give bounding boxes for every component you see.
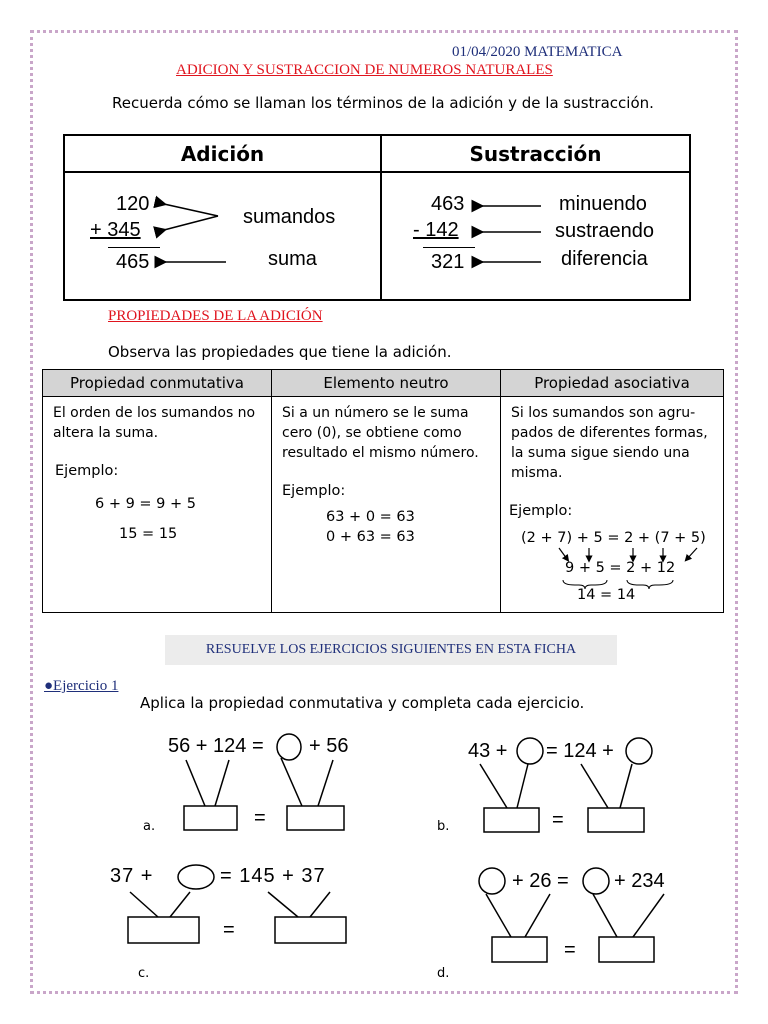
exercise-d-equals: = bbox=[564, 939, 576, 961]
exercise-a-left: 56 + 124 = bbox=[168, 735, 264, 757]
exercise-c-left: 37 + bbox=[110, 865, 154, 887]
worksheet-title: ADICION Y SUSTRACCION DE NUMEROS NATURALES bbox=[176, 62, 553, 78]
label-sumandos: sumandos bbox=[243, 206, 336, 228]
blank-circle-d2[interactable] bbox=[583, 868, 609, 894]
date-subject: 01/04/2020 MATEMATICA bbox=[452, 44, 623, 60]
heading-associative: Propiedad asociativa bbox=[501, 370, 724, 397]
answer-box-b-right[interactable] bbox=[588, 808, 644, 832]
addend-1: 120 bbox=[116, 193, 150, 215]
properties-intro: Observa las propiedades que tiene la adición. bbox=[108, 343, 452, 361]
intro-text: Recuerda cómo se llaman los términos de la adición y de la sustracción. bbox=[112, 94, 654, 112]
commutative-example-label: Ejemplo: bbox=[55, 463, 119, 479]
exercise-1-instruction: Aplica la propiedad conmutativa y completa cada ejercicio. bbox=[140, 694, 585, 712]
blank-circle-b2[interactable] bbox=[626, 738, 652, 764]
exercise-c-equals: = bbox=[223, 919, 235, 941]
label-minuendo: minuendo bbox=[559, 193, 647, 215]
difference-result: 321 bbox=[431, 251, 465, 273]
exercise-a-equals: = bbox=[254, 807, 266, 829]
minuend: 463 bbox=[431, 193, 465, 215]
neutral-line-1: 63 + 0 = 63 bbox=[326, 509, 415, 525]
exercise-a-letter: a. bbox=[143, 819, 156, 834]
exercise-1-label: ●Ejercicio 1 bbox=[44, 678, 119, 694]
exercise-b-letter: b. bbox=[437, 819, 450, 834]
associative-line-3: 14 = 14 bbox=[577, 587, 636, 603]
addend-2: + 345 bbox=[90, 219, 141, 241]
answer-box-a-left[interactable] bbox=[184, 806, 237, 830]
blank-circle-d1[interactable] bbox=[479, 868, 505, 894]
commutative-line-2: 15 = 15 bbox=[119, 526, 178, 542]
instructions-banner-text: RESUELVE LOS EJERCICIOS SIGUIENTES EN ESTA FICHA bbox=[205, 642, 577, 657]
exercise-b-equals: = bbox=[552, 809, 564, 831]
subtrahend: - 142 bbox=[413, 219, 459, 241]
commutative-line-1: 6 + 9 = 9 + 5 bbox=[95, 496, 197, 512]
properties-title: PROPIEDADES DE LA ADICIÓN bbox=[108, 308, 323, 324]
sum-result: 465 bbox=[116, 251, 150, 273]
exercise-d-mid: + 26 = bbox=[512, 870, 569, 892]
heading-neutral: Elemento neutro bbox=[272, 370, 501, 397]
exercise-a-right: + 56 bbox=[309, 735, 349, 757]
label-suma: suma bbox=[268, 248, 317, 270]
subtraction-heading: Sustracción bbox=[381, 135, 690, 172]
exercise-b-left: 43 + bbox=[468, 740, 508, 762]
commutative-text: El orden de los sumandos no altera la suma. bbox=[53, 405, 256, 441]
exercise-b-right: = 124 + bbox=[546, 740, 614, 762]
blank-circle-c[interactable] bbox=[178, 865, 214, 889]
associative-line-2: 9 + 5 = 2 + 12 bbox=[565, 560, 676, 576]
answer-box-d-left[interactable] bbox=[492, 937, 547, 962]
associative-text: Si los sumandos son agru- pados de diferentes formas, la suma sigue siendo una misma. bbox=[511, 405, 708, 481]
exercise-c-right: = 145 + 37 bbox=[220, 865, 326, 887]
blank-circle-b1[interactable] bbox=[517, 738, 543, 764]
exercise-d-right: + 234 bbox=[614, 870, 665, 892]
exercise-d-letter: d. bbox=[437, 966, 450, 981]
neutral-text: Si a un número se le suma cero (0), se obtiene como resultado el mismo número. bbox=[282, 405, 479, 461]
blank-circle-a[interactable] bbox=[277, 734, 301, 760]
answer-box-c-right[interactable] bbox=[275, 917, 346, 943]
addition-heading: Adición bbox=[64, 135, 381, 172]
answer-box-d-right[interactable] bbox=[599, 937, 654, 962]
label-diferencia: diferencia bbox=[561, 248, 648, 270]
label-sustraendo: sustraendo bbox=[555, 220, 654, 242]
answer-box-a-right[interactable] bbox=[287, 806, 344, 830]
heading-commutative: Propiedad conmutativa bbox=[43, 370, 272, 397]
answer-box-c-left[interactable] bbox=[128, 917, 199, 943]
neutral-line-2: 0 + 63 = 63 bbox=[326, 529, 415, 545]
associative-example-label: Ejemplo: bbox=[509, 503, 573, 519]
answer-box-b-left[interactable] bbox=[484, 808, 539, 832]
exercise-c-letter: c. bbox=[138, 966, 150, 981]
associative-line-1: (2 + 7) + 5 = 2 + (7 + 5) bbox=[521, 530, 706, 546]
neutral-example-label: Ejemplo: bbox=[282, 483, 346, 499]
